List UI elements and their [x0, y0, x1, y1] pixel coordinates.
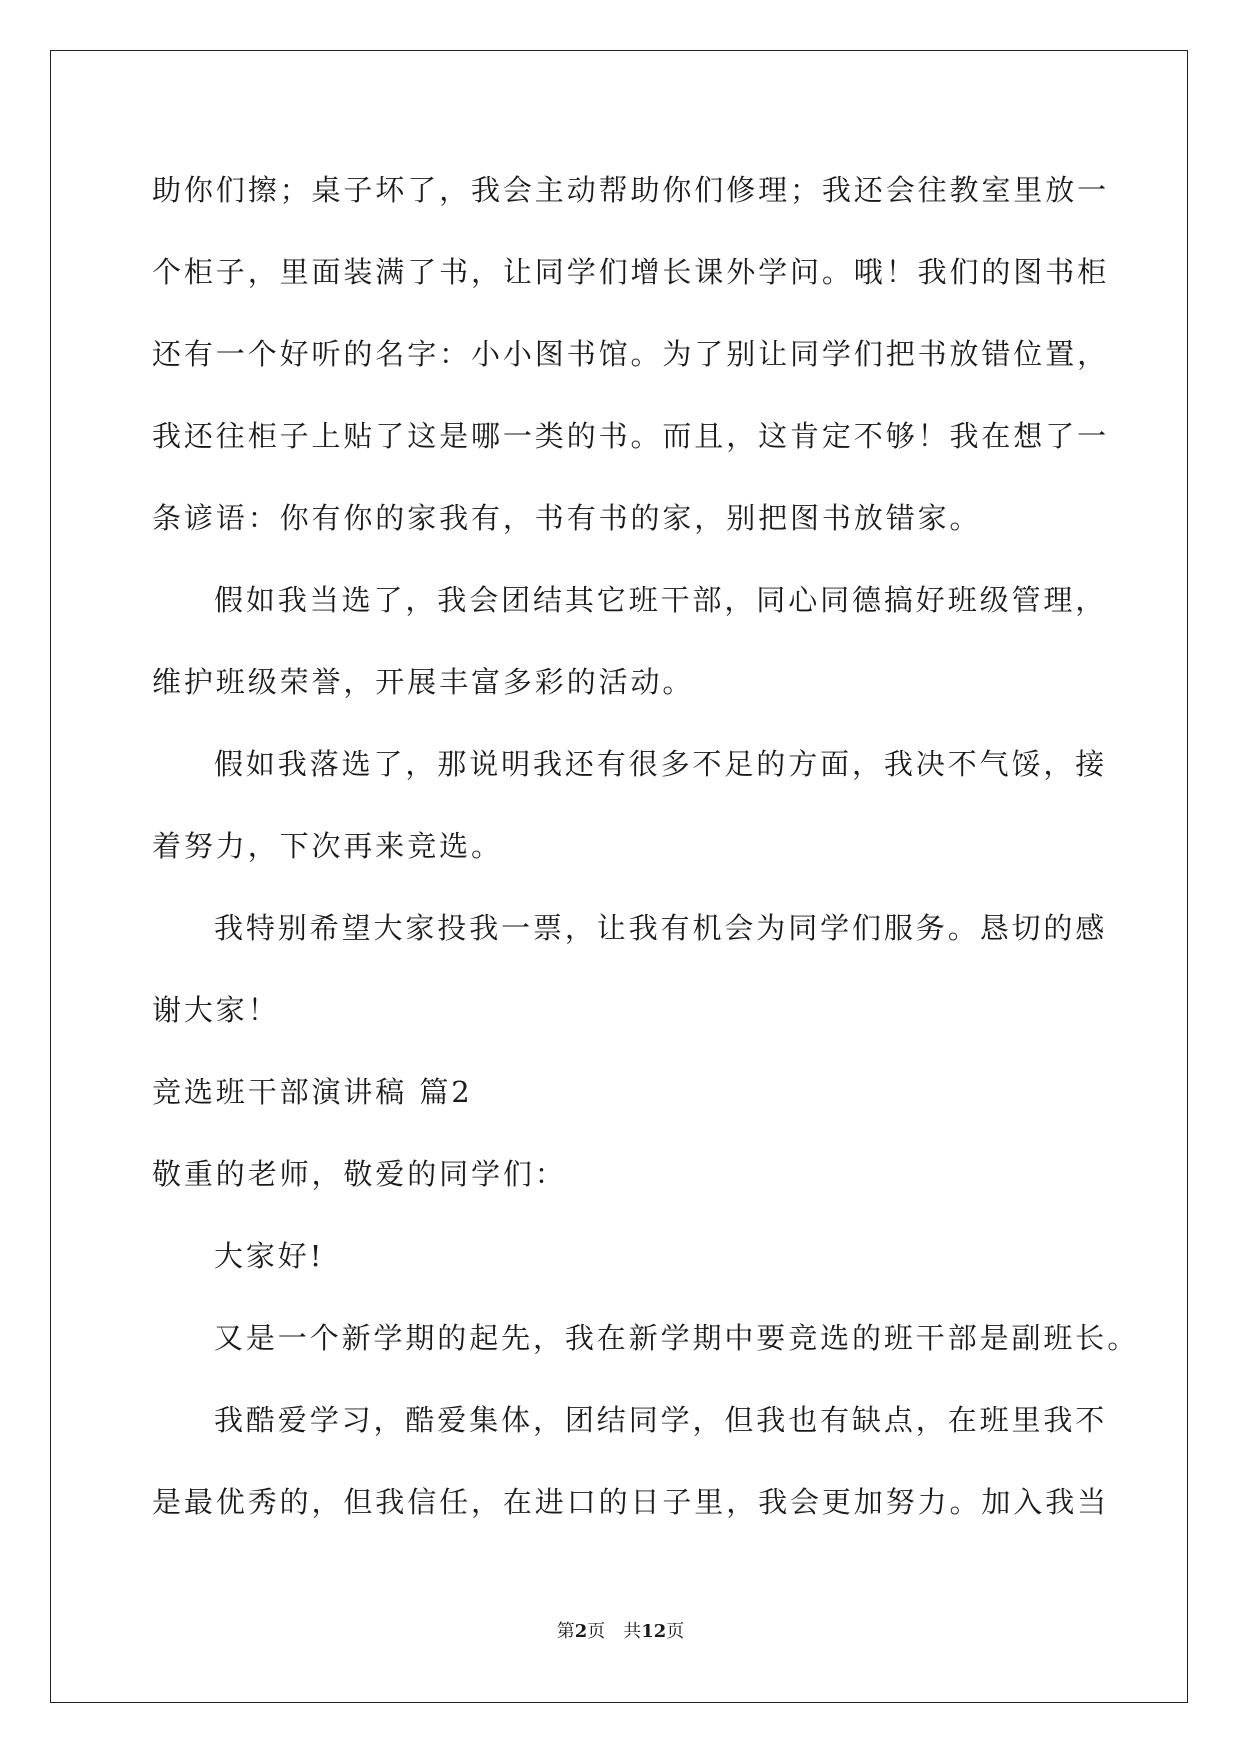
body-line: 助你们擦；桌子坏了，我会主动帮助你们修理；我还会往教室里放一 [152, 173, 1110, 207]
paragraph-start-line: 又是一个新学期的起先，我在新学期中要竞选的班干部是副班长。 [214, 1321, 1140, 1355]
paragraph-start-line: 我酷爱学习，酷爱集体，团结同学，但我也有缺点，在班里我不 [214, 1403, 1108, 1437]
salutation: 敬重的老师，敬爱的同学们： [152, 1157, 567, 1191]
body-line: 条谚语：你有你的家我有，书有书的家，别把图书放错家。 [152, 501, 982, 535]
total-unit: 页 [666, 1621, 685, 1642]
page-border [50, 50, 1188, 1703]
page-total: 12 [641, 1621, 667, 1642]
body-line: 着努力，下次再来竞选。 [152, 829, 503, 863]
body-line: 我还往柜子上贴了这是哪一类的书。而且，这肯定不够！我在想了一 [152, 419, 1110, 453]
body-line: 个柜子，里面装满了书，让同学们增长课外学问。哦！我们的图书柜 [152, 255, 1110, 289]
page-current: 2 [574, 1621, 588, 1642]
page-unit: 页 [587, 1621, 606, 1642]
paragraph-start-line: 假如我当选了，我会团结其它班干部，同心同德搞好班级管理， [214, 583, 1108, 617]
body-line: 维护班级荣誉，开展丰富多彩的活动。 [152, 665, 695, 699]
page-footer [0, 1620, 1241, 1644]
section-heading: 竞选班干部演讲稿 篇2 [152, 1075, 473, 1109]
paragraph-start-line: 假如我落选了，那说明我还有很多不足的方面，我决不气馁，接 [214, 747, 1108, 781]
body-line: 是最优秀的，但我信任，在进口的日子里，我会更加努力。加入我当 [152, 1485, 1110, 1519]
total-prefix: 共 [623, 1621, 642, 1642]
body-line: 还有一个好听的名字：小小图书馆。为了别让同学们把书放错位置， [152, 337, 1110, 371]
body-line: 谢大家！ [152, 993, 280, 1027]
greeting: 大家好! [214, 1239, 325, 1273]
paragraph-start-line: 我特别希望大家投我一票，让我有机会为同学们服务。恳切的感 [214, 911, 1108, 945]
page-prefix: 第 [556, 1621, 575, 1642]
